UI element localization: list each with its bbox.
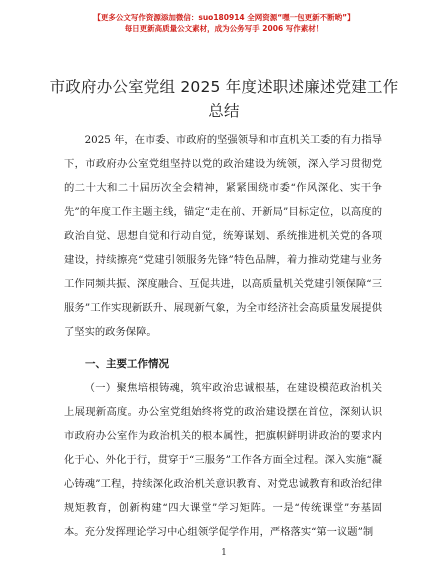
section-heading: 一、主要工作情况 [85,358,169,370]
page-number: 1 [221,548,227,558]
promo-line-1: 【更多公文写作资源添加微信：suo180914 全网资源“嘿一包更新不断哟”】 [93,13,355,22]
section-paragraph: （一）聚焦培根铸魂，筑牢政治忠诚根基，在建设模范政治机关上展现新高度。办公室党组始终将党的政治建设摆在首位，深刻认识市政府办公室作为政治机关的根本属性，把旗帜鲜明讲政治的要求内化于心、外化于行，贯穿于“三服务”工作各方面全过程。深入实施“凝心铸魂”工程，持续深化政治机关意识教育、对党忠诚教育和政治纪律规矩教育，创新构建“四大课堂”学习矩阵。一是“传统课堂”夯基固本。充分发挥理论学习中心组领学促学作用，严格落实“第一议题”制 [64,382,382,538]
document-title: 市政府办公室党组 2025 年度述职述廉述党建工作总结 [49,78,399,120]
promo-line-2: 每日更新高质量公文素材，成为公务写手 2006 写作素材！ [124,24,324,33]
document-body [64,128,382,544]
intro-paragraph: 2025 年，在市委、市政府的坚强领导和市直机关工委的有力指导下，市政府办公室党组坚持以党的政治建设为统领，深入学习贯彻党的二十大和二十届历次全会精神，紧紧围绕市委“作风深化、实干争先”的年度工作主题主线，锚定“走在前、开新局”目标定位，以高度的政治自觉、思想自觉和行动自觉，统筹谋划、系统推进机关党的各项建设，持续擦亮“党建引领服务先锋”特色品牌，着力推动党建与业务工作同频共振、深度融合、互促共进，以高质量机关党建引领保障“三服务”工作实现新跃升、展现新气象，为全市经济社会高质量发展提供了坚实的政务保障。 [64,134,382,338]
promo-banner [0,12,448,34]
